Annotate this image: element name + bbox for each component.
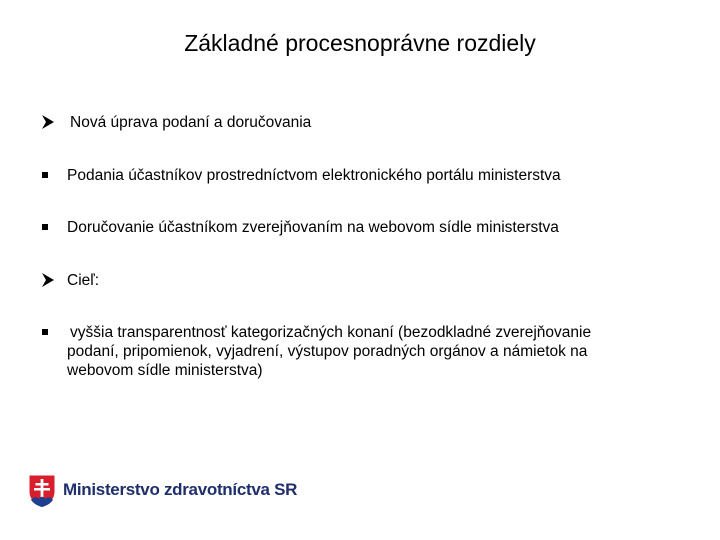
arrow-bullet-icon (40, 271, 62, 288)
slovak-coat-of-arms-icon (28, 474, 56, 508)
bullet-item-5 (40, 323, 640, 380)
bullet-text: Doručovanie účastníkom zverejňovaním na webovom sídle ministerstva (67, 219, 559, 236)
bullet-item-1 (40, 113, 640, 132)
bullet-text: Nová úprava podaní a doručovania (70, 114, 312, 131)
ministry-logo (28, 474, 298, 508)
bullet-item-2 (40, 166, 640, 185)
bullet-text: vyššia transparentnosť kategorizačných konaní (bezodkladné zverejňovanie podaní, pripomienok, vyjadrení, výstupov poradných orgánov a námietok na webovom sídle ministerstva) (67, 324, 592, 379)
bullet-text: Podania účastníkov prostredníctvom elektronického portálu ministerstva (67, 167, 561, 184)
bullet-item-3 (40, 218, 640, 237)
bullet-item-4 (40, 271, 640, 290)
ministry-name: Ministerstvo zdravotníctva SR (63, 480, 298, 499)
page-title: Základné procesnoprávne rozdiely (184, 30, 536, 56)
arrow-bullet-icon (40, 113, 62, 130)
bullet-text: Cieľ: (67, 272, 100, 289)
